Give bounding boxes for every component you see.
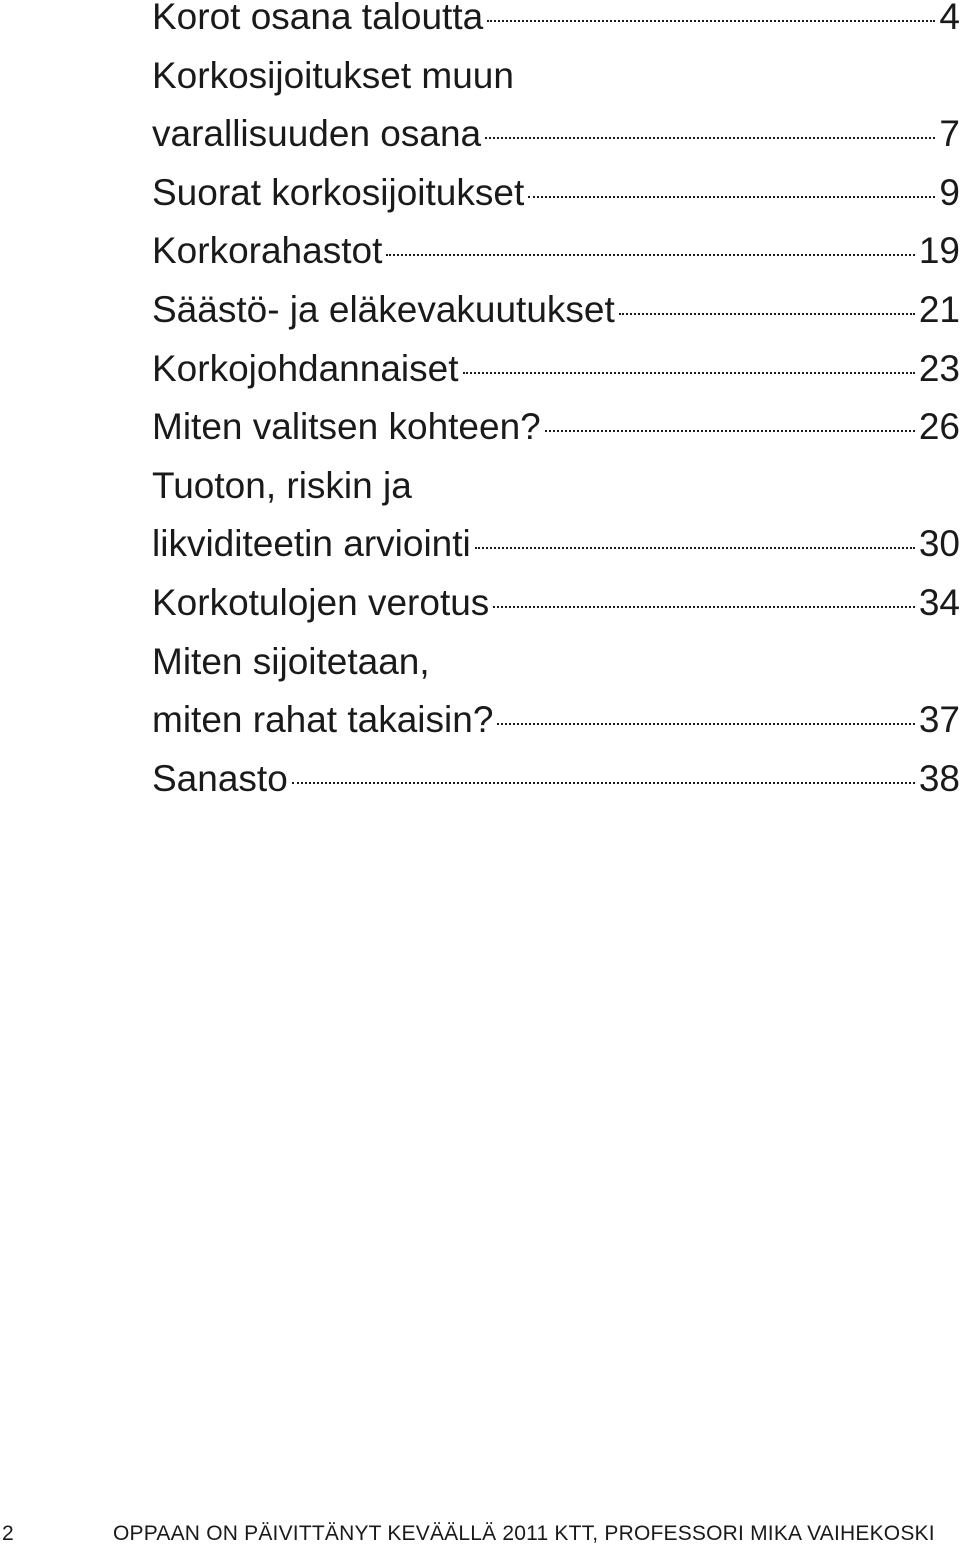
toc-line xyxy=(152,515,960,574)
toc-entry-page: 30 xyxy=(918,523,960,565)
dot-leader xyxy=(463,372,915,374)
table-of-contents xyxy=(152,0,960,808)
toc-line xyxy=(152,574,960,633)
dot-leader xyxy=(619,313,915,315)
toc-line xyxy=(152,105,960,164)
toc-entry-page: 19 xyxy=(918,230,960,272)
toc-entry-title: Miten sijoitetaan, xyxy=(152,640,430,682)
toc-entry-title: Korkorahastot xyxy=(152,230,383,272)
toc-entry-page: 7 xyxy=(939,113,960,155)
toc-entry-title: Miten valitsen kohteen? xyxy=(152,406,541,448)
toc-entry xyxy=(152,47,960,164)
toc-entry-page: 23 xyxy=(918,347,960,389)
page-footer xyxy=(0,1519,960,1549)
page-number: 2 xyxy=(2,1522,14,1545)
dot-leader xyxy=(386,254,914,256)
toc-line xyxy=(152,691,960,750)
toc-entry xyxy=(152,164,960,223)
toc-line xyxy=(152,281,960,340)
toc-entry-title: Tuoton, riskin ja xyxy=(152,464,412,506)
toc-line xyxy=(152,457,960,516)
toc-entry xyxy=(152,633,960,750)
toc-entry-title: likviditeetin arviointi xyxy=(152,523,471,565)
toc-entry xyxy=(152,281,960,340)
toc-entry-title: Suorat korkosijoitukset xyxy=(152,171,525,213)
footer-credit: OPPAAN ON PÄIVITTÄNYT KEVÄÄLLÄ 2011 KTT, PROFESSORI MIKA VAIHEKOSKI xyxy=(113,1522,935,1545)
toc-entry-page: 26 xyxy=(918,406,960,448)
toc-line xyxy=(152,222,960,281)
toc-entry-title: miten rahat takaisin? xyxy=(152,699,494,741)
toc-line xyxy=(152,398,960,457)
dot-leader xyxy=(487,20,935,22)
toc-entry-page: 21 xyxy=(918,288,960,330)
toc-entry-page: 34 xyxy=(918,581,960,623)
toc-line xyxy=(152,47,960,106)
toc-entry-page: 37 xyxy=(918,699,960,741)
toc-entry-page: 9 xyxy=(939,171,960,213)
toc-line xyxy=(152,750,960,809)
dot-leader xyxy=(292,782,915,784)
toc-entry-title: Korkotulojen verotus xyxy=(152,581,490,623)
toc-entry-title: Sanasto xyxy=(152,757,288,799)
toc-entry xyxy=(152,457,960,574)
toc-entry-title: Korkosijoitukset muun xyxy=(152,54,514,96)
toc-entry xyxy=(152,340,960,399)
toc-entry xyxy=(152,222,960,281)
toc-entry xyxy=(152,0,960,47)
toc-entry-title: Korkojohdannaiset xyxy=(152,347,459,389)
dot-leader xyxy=(497,723,914,725)
toc-entry xyxy=(152,398,960,457)
toc-line xyxy=(152,633,960,692)
dot-leader xyxy=(493,606,915,608)
toc-line xyxy=(152,164,960,223)
toc-entry-title: Säästö- ja eläkevakuutukset xyxy=(152,288,615,330)
dot-leader xyxy=(475,547,915,549)
toc-line xyxy=(152,0,960,47)
toc-entry-title: Korot osana taloutta xyxy=(152,0,484,37)
toc-entry-page: 38 xyxy=(918,757,960,799)
toc-entry-page: 4 xyxy=(939,0,960,37)
toc-entry xyxy=(152,750,960,809)
toc-line xyxy=(152,340,960,399)
dot-leader xyxy=(528,196,935,198)
dot-leader xyxy=(545,430,915,432)
dot-leader xyxy=(485,137,935,139)
toc-entry-title: varallisuuden osana xyxy=(152,113,482,155)
toc-entry xyxy=(152,574,960,633)
